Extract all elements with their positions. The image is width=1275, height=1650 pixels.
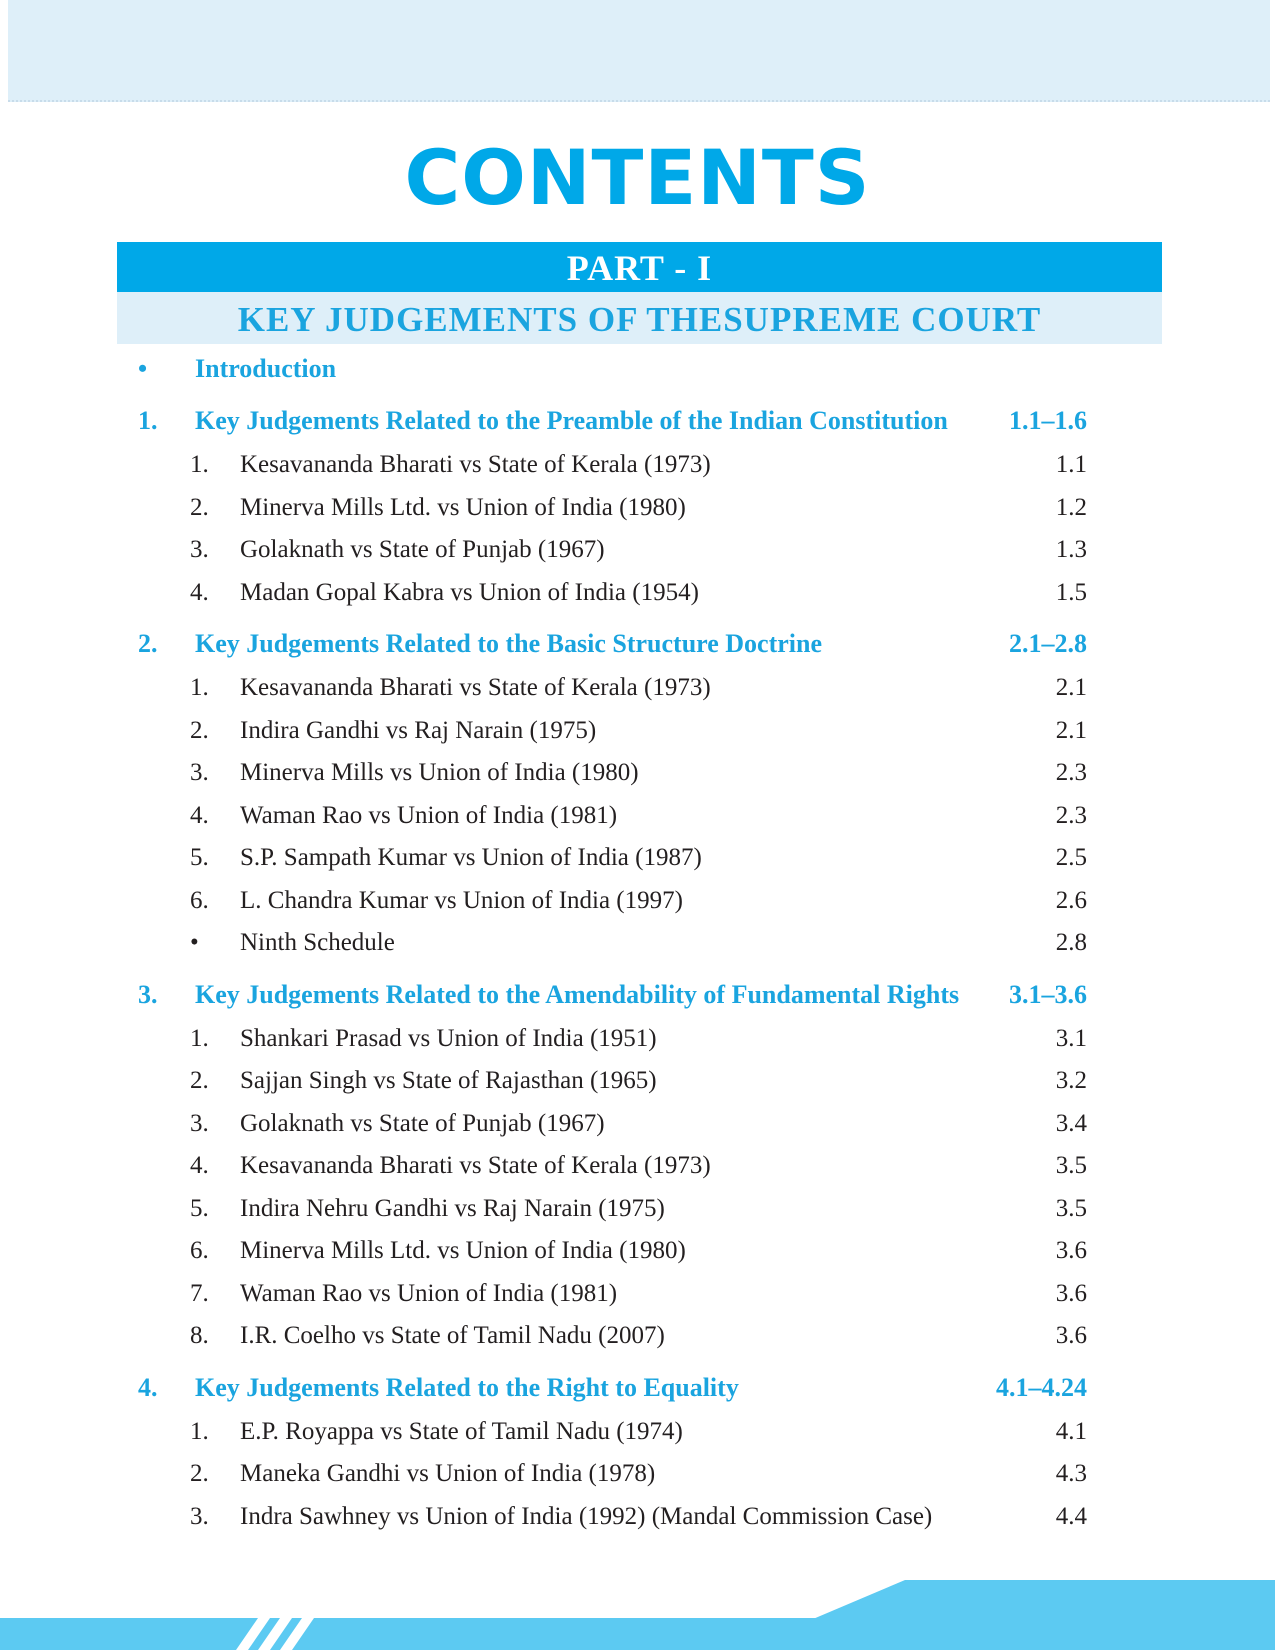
entry-marker: 7. xyxy=(190,1279,209,1307)
chapter-number: 2. xyxy=(138,629,158,658)
top-decorative-band xyxy=(8,0,1270,102)
toc-entry[interactable] xyxy=(0,794,1275,837)
entry-marker: • xyxy=(190,929,199,956)
entry-page: 3.1 xyxy=(1055,1024,1087,1052)
entry-marker: 5. xyxy=(190,1194,209,1222)
entry-page: 2.1 xyxy=(1055,716,1087,744)
entry-marker: 8. xyxy=(190,1322,209,1349)
toc-entry[interactable] xyxy=(0,879,1275,922)
entry-title: Madan Gopal Kabra vs Union of India (1954) xyxy=(240,578,699,606)
chapter-title: Key Judgements Related to the Basic Structure Doctrine xyxy=(195,629,823,658)
chapter-title: Key Judgements Related to the Amendability of Fundamental Rights xyxy=(195,979,960,1009)
chapter-number: 4. xyxy=(138,1372,158,1402)
toc-introduction-label: Introduction xyxy=(195,354,337,383)
entry-title: Waman Rao vs Union of India (1981) xyxy=(240,801,618,829)
entry-page: 3.5 xyxy=(1055,1152,1087,1179)
entry-title: Minerva Mills Ltd. vs Union of India (1980) xyxy=(240,1237,686,1264)
toc-entry[interactable] xyxy=(0,528,1275,571)
entry-marker: 3. xyxy=(190,536,209,563)
toc-entry[interactable] xyxy=(0,666,1275,709)
entry-page: 1.5 xyxy=(1055,578,1087,606)
bottom-band-lower xyxy=(0,1618,1275,1650)
chapter-page-range: 1.1–1.6 xyxy=(1009,406,1087,435)
entry-title: Ninth Schedule xyxy=(240,929,395,956)
toc-chapter-heading[interactable] xyxy=(0,390,1275,443)
toc-entry[interactable] xyxy=(0,1017,1275,1060)
entry-marker: 3. xyxy=(190,1109,209,1137)
entry-title: Minerva Mills vs Union of India (1980) xyxy=(240,759,639,786)
entry-page: 2.1 xyxy=(1055,674,1087,701)
entry-page: 2.3 xyxy=(1055,759,1087,786)
entry-marker: 1. xyxy=(190,451,209,478)
chapter-number: 1. xyxy=(138,406,158,435)
toc-entry[interactable] xyxy=(0,1102,1275,1145)
entry-page: 1.1 xyxy=(1055,451,1087,478)
chapter-number: 3. xyxy=(138,979,158,1009)
entry-marker: 4. xyxy=(190,801,209,829)
toc-entry[interactable] xyxy=(0,709,1275,752)
entry-title: E.P. Royappa vs State of Tamil Nadu (1974) xyxy=(240,1417,683,1445)
entry-title: Waman Rao vs Union of India (1981) xyxy=(240,1279,618,1307)
toc-entry[interactable] xyxy=(0,1144,1275,1187)
part-label-bar: PART - I xyxy=(117,242,1162,292)
toc-chapter-heading[interactable] xyxy=(0,613,1275,666)
entry-page: 4.3 xyxy=(1055,1460,1087,1487)
entry-title: Kesavananda Bharati vs State of Kerala (1973) xyxy=(240,1152,711,1179)
toc-chapter-heading[interactable] xyxy=(0,964,1275,1017)
entry-marker: 5. xyxy=(190,844,209,871)
entry-page: 1.2 xyxy=(1055,493,1087,521)
toc-entry[interactable] xyxy=(0,1059,1275,1102)
entry-marker: 2. xyxy=(190,493,209,521)
toc-entry[interactable] xyxy=(0,1452,1275,1495)
entry-page: 3.6 xyxy=(1055,1237,1087,1264)
toc-entry[interactable] xyxy=(0,751,1275,794)
entry-title: Indra Sawhney vs Union of India (1992) (Mandal Commission Case) xyxy=(240,1502,933,1530)
entry-marker: 6. xyxy=(190,1237,209,1264)
entry-page: 3.6 xyxy=(1055,1322,1087,1349)
toc-entry[interactable] xyxy=(0,443,1275,486)
entry-title: Indira Nehru Gandhi vs Raj Narain (1975) xyxy=(240,1194,665,1222)
entry-marker: 2. xyxy=(190,716,209,744)
entry-page: 3.6 xyxy=(1055,1279,1087,1307)
entry-page: 2.8 xyxy=(1055,929,1087,956)
entry-title: Kesavananda Bharati vs State of Kerala (1973) xyxy=(240,674,711,701)
part-subtitle-bar: KEY JUDGEMENTS OF THESUPREME COURT xyxy=(117,292,1162,344)
entry-title: Kesavananda Bharati vs State of Kerala (1973) xyxy=(240,451,711,478)
entry-title: S.P. Sampath Kumar vs Union of India (1987) xyxy=(240,844,702,871)
entry-marker: 3. xyxy=(190,759,209,786)
entry-title: Golaknath vs State of Punjab (1967) xyxy=(240,536,605,563)
toc-entry[interactable] xyxy=(0,1272,1275,1315)
table-of-contents xyxy=(0,350,1275,1537)
entry-marker: 1. xyxy=(190,1417,209,1445)
entry-title: I.R. Coelho vs State of Tamil Nadu (2007) xyxy=(240,1322,665,1349)
entry-title: Sajjan Singh vs State of Rajasthan (1965) xyxy=(240,1067,657,1094)
entry-page: 2.6 xyxy=(1055,886,1087,914)
entry-title: L. Chandra Kumar vs Union of India (1997) xyxy=(240,886,683,914)
entry-page: 2.5 xyxy=(1055,844,1087,871)
entry-marker: 4. xyxy=(190,1152,209,1179)
chapter-title: Key Judgements Related to the Right to Equality xyxy=(195,1372,739,1402)
entry-page: 4.1 xyxy=(1055,1417,1087,1445)
bullet-marker: • xyxy=(138,354,148,383)
chapter-page-range: 2.1–2.8 xyxy=(1009,629,1087,658)
page-title: CONTENTS xyxy=(404,133,871,222)
toc-entry[interactable] xyxy=(0,836,1275,879)
toc-entry[interactable] xyxy=(0,571,1275,614)
entry-page: 3.4 xyxy=(1055,1109,1087,1137)
entry-marker: 4. xyxy=(190,578,209,606)
entry-marker: 6. xyxy=(190,886,209,914)
chapter-page-range: 4.1–4.24 xyxy=(996,1372,1087,1402)
toc-entry[interactable] xyxy=(0,1410,1275,1453)
toc-entry[interactable] xyxy=(0,1187,1275,1230)
toc-introduction[interactable] xyxy=(0,350,1275,390)
entry-page: 3.5 xyxy=(1055,1194,1087,1222)
entry-title: Indira Gandhi vs Raj Narain (1975) xyxy=(240,716,597,744)
entry-marker: 1. xyxy=(190,1024,209,1052)
toc-chapter-heading[interactable] xyxy=(0,1357,1275,1410)
toc-entry[interactable] xyxy=(0,1229,1275,1272)
toc-entry[interactable] xyxy=(0,921,1275,964)
chapter-title: Key Judgements Related to the Preamble of the Indian Constitution xyxy=(195,406,948,435)
entry-page: 3.2 xyxy=(1055,1067,1087,1094)
entry-marker: 1. xyxy=(190,674,209,701)
entry-page: 1.3 xyxy=(1055,536,1087,563)
entry-page: 4.4 xyxy=(1055,1502,1087,1530)
entry-page: 2.3 xyxy=(1055,801,1087,829)
entry-marker: 3. xyxy=(190,1502,209,1530)
toc-entry[interactable] xyxy=(0,1495,1275,1538)
entry-title: Minerva Mills Ltd. vs Union of India (1980) xyxy=(240,493,686,521)
entry-marker: 2. xyxy=(190,1067,209,1094)
toc-entry[interactable] xyxy=(0,1314,1275,1357)
toc-entry[interactable] xyxy=(0,486,1275,529)
chapter-page-range: 3.1–3.6 xyxy=(1009,979,1087,1009)
entry-title: Shankari Prasad vs Union of India (1951) xyxy=(240,1024,657,1052)
bottom-decorative-band xyxy=(0,1580,1275,1650)
toc-chapters xyxy=(0,390,1275,1537)
entry-marker: 2. xyxy=(190,1460,209,1487)
entry-title: Golaknath vs State of Punjab (1967) xyxy=(240,1109,605,1137)
entry-title: Maneka Gandhi vs Union of India (1978) xyxy=(240,1460,656,1487)
